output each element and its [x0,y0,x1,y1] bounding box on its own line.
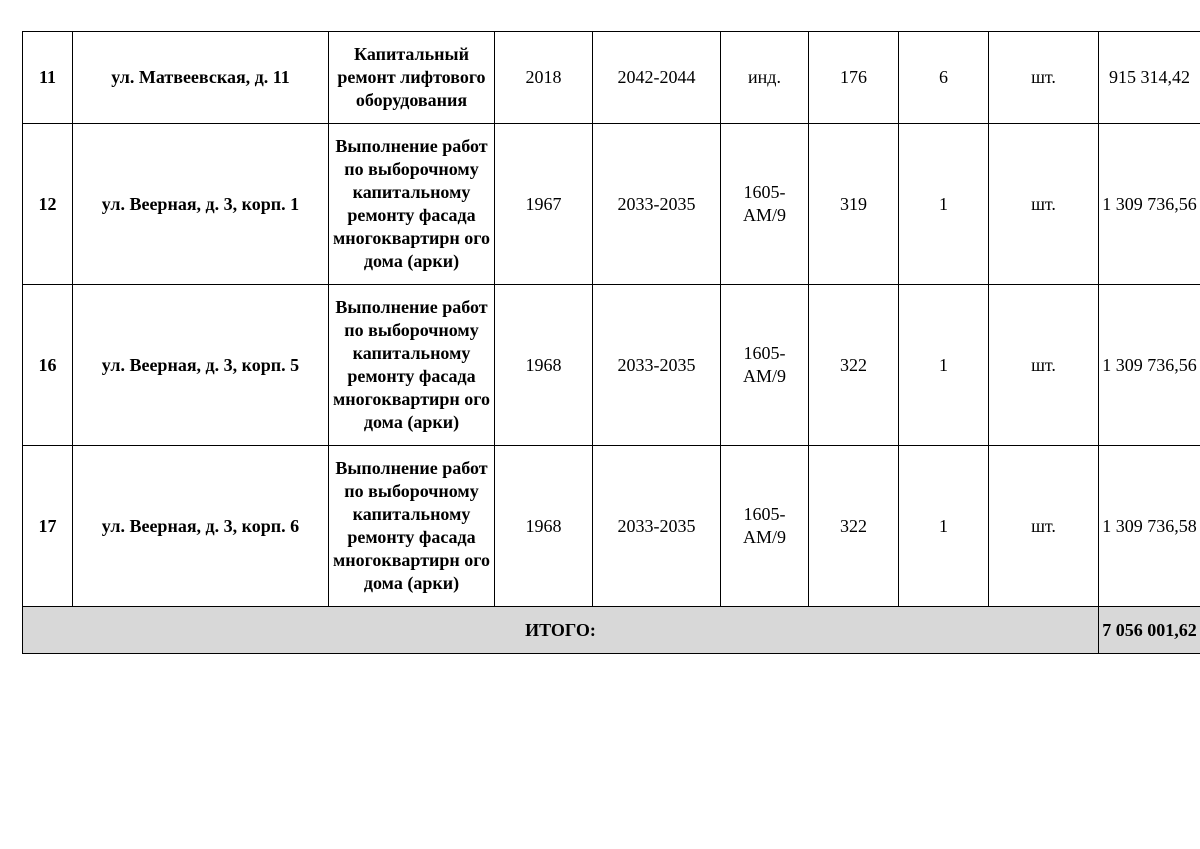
works-table [22,31,1200,654]
table-row [23,32,1200,124]
cost: 1 309 736,58 [1099,446,1200,607]
row-number: 17 [23,446,73,607]
row-number: 16 [23,285,73,446]
repair-period: 2033-2035 [593,124,721,285]
building-series: 1605-АМ/9 [721,285,809,446]
unit: шт. [989,446,1099,607]
cost: 1 309 736,56 [1099,285,1200,446]
repair-period: 2042-2044 [593,32,721,124]
total-row [23,607,1200,654]
year-built: 1968 [495,285,593,446]
repair-period: 2033-2035 [593,446,721,607]
cost: 1 309 736,56 [1099,124,1200,285]
address: ул. Веерная, д. 3, корп. 5 [73,285,329,446]
work-description: Выполнение работ по выборочному капитальному ремонту фасада многоквартирн ого дома (арки) [329,124,495,285]
repair-period: 2033-2035 [593,285,721,446]
row-number: 11 [23,32,73,124]
building-series: инд. [721,32,809,124]
year-built: 1967 [495,124,593,285]
table-row [23,285,1200,446]
building-series: 1605-АМ/9 [721,124,809,285]
table-row [23,124,1200,285]
total-value: 7 056 001,62 [1099,607,1200,654]
address: ул. Веерная, д. 3, корп. 1 [73,124,329,285]
row-number: 12 [23,124,73,285]
quantity: 1 [899,446,989,607]
unit: шт. [989,124,1099,285]
column-value: 176 [809,32,899,124]
work-description: Капитальный ремонт лифтового оборудования [329,32,495,124]
work-description: Выполнение работ по выборочному капитальному ремонту фасада многоквартирн ого дома (арки) [329,446,495,607]
total-label: ИТОГО: [23,607,1099,654]
column-value: 322 [809,285,899,446]
address: ул. Матвеевская, д. 11 [73,32,329,124]
building-series: 1605-АМ/9 [721,446,809,607]
column-value: 319 [809,124,899,285]
unit: шт. [989,32,1099,124]
unit: шт. [989,285,1099,446]
table-row [23,446,1200,607]
cost: 915 314,42 [1099,32,1200,124]
quantity: 6 [899,32,989,124]
column-value: 322 [809,446,899,607]
work-description: Выполнение работ по выборочному капитальному ремонту фасада многоквартирн ого дома (арки) [329,285,495,446]
year-built: 2018 [495,32,593,124]
quantity: 1 [899,124,989,285]
address: ул. Веерная, д. 3, корп. 6 [73,446,329,607]
year-built: 1968 [495,446,593,607]
quantity: 1 [899,285,989,446]
